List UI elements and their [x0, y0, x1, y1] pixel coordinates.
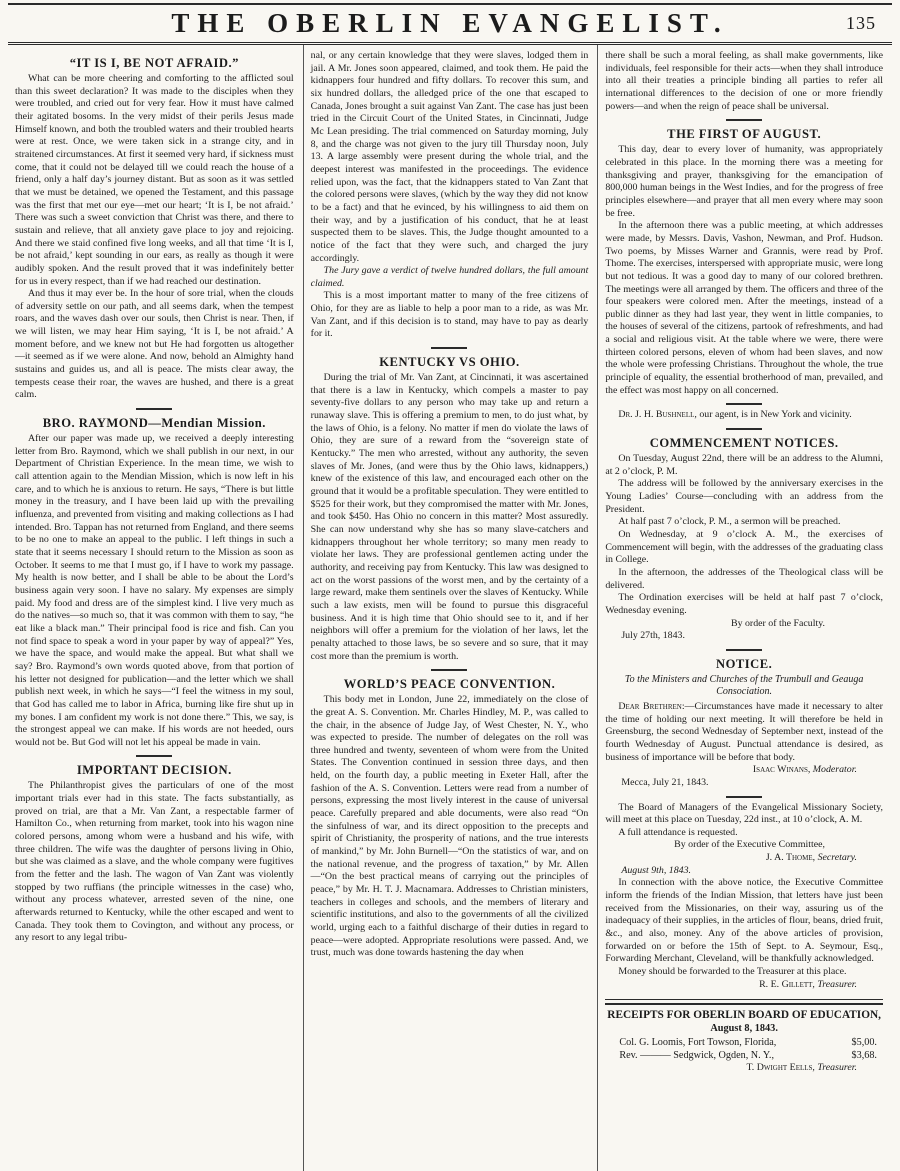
paragraph: The address will be followed by the anniversary exercises in the Young Ladies’ Course—concluding with an address from the President.: [605, 478, 883, 515]
column-layout: [8, 45, 892, 1171]
article-heading-kentucky-vs-ohio: KENTUCKY VS OHIO.: [379, 355, 520, 370]
article-heading-peace-convention: WORLD’S PEACE CONVENTION.: [343, 677, 556, 692]
verdict-paragraph: The Jury gave a verdict of twelve hundred dollars, the full amount claimed.: [310, 265, 589, 289]
article-divider: [726, 796, 762, 798]
page-number: 135: [846, 13, 876, 33]
article-heading-important-decision: IMPORTANT DECISION.: [76, 763, 232, 778]
signer-role: Secretary.: [817, 852, 857, 864]
paragraph: This is a most important matter to many of the free citizens of Ohio, for they are as liable to help a poor man to a ride, as was Mr. Van Zant, and if this decision is to stand, may have to pay as dearly for it.: [310, 290, 589, 340]
paragraph: In the afternoon there was a public meeting, at which addresses were made, by Messrs. Davis, Vashon, Newman, and Prof. Hudson. Two poems, by Misses Warner and Grannis, were read by Prof. Thome. The exercises, interspersed with appropriate music, were long but not tedious. It was a good day to many of our colored brethren. The meetings were all arranged by them. The officers and three of the four speakers were colored men. After the meetings, instead of a public dinner as they had last year, they went in little companies, to the houses of several of the citizens, partook of refreshments, and had a social and religious visit. At the table where we were, there were thirteen colored persons, eleven of whom had been slaves, and now the whole were professing Christians. Throughout the whole, the true principle of equality, the essential brotherhood of man, prevailed, and the effect was most happy on all concerned.: [605, 220, 883, 396]
article-divider: [726, 428, 762, 430]
receipt-entry: Rev. ——— Sedgwick, Ogden, N. Y.,: [619, 1050, 774, 1062]
receipt-amount: $5,00.: [851, 1037, 877, 1049]
receipt-amount: $3,68.: [851, 1050, 877, 1062]
paragraph-continuation: there shall be such a moral feeling, as shall make governments, like individuals, feel responsible for their acts—when they shall introduce into all their treaties a principle binding all parties to refer all international differences to the decision of one or more friendly powers—and when the reign of peace shall be universal.: [605, 50, 883, 112]
agent-name: Dr. J. H. Bushnell,: [618, 409, 697, 421]
signature-line: [605, 1062, 883, 1075]
agent-notice-text: our agent, is in New York and vicinity.: [696, 409, 852, 421]
signer-role: Moderator.: [812, 764, 857, 776]
column-1: [8, 45, 303, 1171]
article-divider: [431, 347, 467, 349]
receipts-date: August 8, 1843.: [710, 1022, 778, 1034]
article-heading-notice: NOTICE.: [715, 656, 773, 671]
paragraph: On Tuesday, August 22nd, there will be an address to the Alumni, at 2 o’clock, P. M.: [605, 453, 883, 477]
paragraph: On Wednesday, at 9 o’clock A. M., the exercises of Commencement will begin, with the addresses of the graduating class in College.: [605, 529, 883, 566]
notice-body: [605, 701, 883, 764]
signer-name: Isaac Winans,: [752, 764, 811, 776]
paragraph: During the trial of Mr. Van Zant, at Cincinnati, it was ascertained that there is a law in Kentucky, which compels a master to pay seventy-five dollars to any person who may take up and return a runaway slave. This is offering a premium to men, to do just what, by the laws of Ohio, is a felony. No matter if men do violate the laws of Ohio, they are sure of a reward from the “sovereign state of Kentucky.” The men who arrested, without any authority, the seven slaves of Mr. Jones, (and were thus by the Ohio laws, kidnappers,) knew of the existence of this law, and encouraged each other on the ground that it would be a profitable speculation. They were entitled to $525 for their work, but they compromised the matter with Mr. Jones, and took $450. Has Ohio no concern in this matter? Most assuredly. She can now understand why she has so many slave-catchers and kidnappers throughout her whole territory; so many men ready to violate her laws. They are professional gentlemen acting under the authority, and receiving pay from Kentucky. This law was designed to act on the worst passions of the worst men, and by the certainty of a large reward, make them sentinels over the slaves of Kentucky. While such a law exists, men will be found to pursue this disgraceful business. And it is high time that Ohio should see to it, and if her neighbors will offer a premium for the violation of her laws, let the penalty attached to those laws, be so severe and so sure, that it may cost more than the premium is worth.: [310, 372, 589, 662]
committee-byline: By order of the Executive Committee,: [674, 839, 825, 851]
faculty-byline: By order of the Faculty.: [730, 617, 825, 629]
column-2: [303, 45, 598, 1171]
signature-line: [605, 764, 883, 777]
column-3: [597, 45, 892, 1171]
paragraph: The Board of Managers of the Evangelical Missionary Society, will meet at this place on Tuesday, 22d inst., at 10 o’clock, A. M.: [605, 801, 883, 826]
dateline: July 27th, 1843.: [621, 630, 685, 642]
signature-line: [605, 979, 883, 992]
signer-role: Treasurer.: [817, 1062, 857, 1074]
paragraph: At half past 7 o’clock, P. M., a sermon will be preached.: [618, 516, 841, 528]
masthead: [8, 3, 892, 45]
article-divider: [136, 755, 172, 757]
newspaper-title: THE OBERLIN EVANGELIST.: [171, 8, 729, 38]
signer-name: R. E. Gillett,: [759, 978, 815, 990]
receipt-row: [605, 1049, 883, 1062]
paragraph: And thus it may ever be. In the hour of sore trial, when the clouds of adversity settle on our path, and all seems dark, when the tempest roars, and the waves dash over our souls, then Christ is near. Then, if we will listen, we may hear Him saying, ‘It is I, be not afraid.’ A moment before, and we knew not but He had forgotten us altogether—it seemed as if we were alone. And now, behold an Almighty hand sustains and guides us, and all is peace. The mists clear away, the tempests cease their roar, the waves are hushed, and there is a great calm.: [15, 288, 294, 401]
article-divider: [726, 119, 762, 121]
receipt-row: [605, 1036, 883, 1049]
article-heading-it-is-i: “IT IS I, BE NOT AFRAID.”: [69, 56, 239, 70]
paragraph: In the afternoon, the addresses of the Theological class will be delivered.: [605, 566, 883, 591]
paragraph: This day, dear to every lover of humanity, was appropriately celebrated in this place. In the morning there was a meeting for thanksgiving and prayer, thanksgiving for the emancipation of 800,000 human beings in the West Indies, and for the progress of free principles elsewhere—and prayer that all men every where may soon be free.: [605, 144, 883, 219]
article-heading-first-of-august: THE FIRST OF AUGUST.: [667, 127, 822, 142]
signer-name: T. Dwight Eells,: [746, 1062, 815, 1074]
signature-line: [605, 852, 883, 865]
receipts-heading: RECEIPTS FOR OBERLIN BOARD OF EDUCATION,: [607, 1009, 881, 1022]
salutation: Dear Brethren:—: [618, 700, 695, 712]
article-divider: [726, 403, 762, 405]
dateline: August 9th, 1843.: [621, 864, 691, 876]
paragraph: What can be more cheering and comforting to the afflicted soul than this sweet declaration? It was made to the disciples when they were troubled, and cried out for very fear. How it must have calmed their agitated bosoms. In the very midst of their perils Jesus made Himself known, and both the troubled waters and their troubled hearts were at rest. Once, we were taken sick in a strange city, and in straitened circumstances. At first it seemed very hard, if sickness must come, that it could not be delayed till we could reach the house of a friend, only a half day’s journey distant. But as soon as it was settled that we must be detained, we opened the Testament, and this passage was the first that met our eye—met our heart; ‘It is I, be not afraid.’ There was such a sweet conviction that Christ was there, and there to sustain and relieve, that all anxiety gave place to joy and rejoicing. And there we staid confined five long weeks, and all that time ‘It is I, be not afraid,’ kept sounding in our ears, as really as though it were audibly spoken. And the result proved that it was indefinitely better for us in every respect, than if we had reached our destination.: [15, 73, 294, 287]
receipt-entry: Col. G. Loomis, Fort Towson, Florida,: [619, 1037, 777, 1049]
article-heading-commencement-notices: COMMENCEMENT NOTICES.: [649, 436, 839, 451]
paragraph: The Ordination exercises will be held at half past 7 o’clock, Wednesday evening.: [605, 592, 883, 616]
paragraph: The Philanthropist gives the particulars of one of the most important trials ever had in this state. The facts substantially, as proved on trial, are that a Mr. Van Zant, a respectable farmer of Hamilton Co., when returning from market, took into his wagon nine colored persons, among whom were a husband and his wife, with three children. The wife was the daughter of persons living in Ohio, but she was claimed as a slave, and the whole company were fugitives from the fetter and the lash. The wagon of Van Zant was violently stopped by two ruffians (the principle witnesses in the case) who, without any process whatever, arrested seven of the nine, one afterwards returned to Kentucky, while the other escaped and went to Canada. They took them to Covington, and without any process, or any resort to any legal tribu-: [15, 780, 294, 944]
paragraph: A full attendance is requested.: [618, 826, 738, 838]
article-heading-bro-raymond: BRO. RAYMOND—Mendian Mission.: [42, 416, 266, 431]
article-divider: [136, 408, 172, 410]
notice-text: Circumstances have made it necessary to alter the time of holding our next meeting. It will therefore be held in Greensburg, the second Wednesday of September next, instead of the fourth Wednesday of August. Punctual attendance is desired, as business of importance will be before that body.: [605, 700, 883, 763]
paragraph: Money should be forwarded to the Treasurer at this place.: [618, 966, 847, 978]
article-divider: [726, 649, 762, 651]
paragraph: In connection with the above notice, the Executive Committee inform the friends of the Indian Mission, that letters have just been received from the Missionaries, on their way, assuring us of the inadequacy of their supplies, in the articles of flour, beans, dried fruit, &c., and also, money. Any of the above articles of provision, forwarded on or before the 15th of Sept. to A. Seymour, Esq., Forwarding Merchant, Cleveland, will be thankfully acknowledged.: [605, 877, 883, 965]
agent-notice: [605, 409, 883, 422]
notice-subheading: To the Ministers and Churches of the Trumbull and Geauga Consociation.: [624, 673, 864, 698]
paragraph: This body met in London, June 22, immediately on the close of the great A. S. Convention. Mr. Charles Hindley, M. P., was called to the chair, in the absence of Judge Jay, of West Chester, N. Y., who was expected to preside. The number of delegates on the roll was three hundred and twenty, seventeen of whom were from the United States. The Convention continued in session three days, and then held, on the fourth day, a public meeting in Exeter Hall, after the fashion of the A. S. Convention. Letters were read from a number of persons, expressing the most lively interest in the cause of universal peace. Carefully prepared and able documents, were also read “On the sinfulness of war, and its direct opposition to the precepts and spirit of Christianity, the prosperity of nations, and the true interests of mankind,” by Mr. John Burnell—“On the statistics of war, and on the national revenue, and the progress of taxation,” by Mr. Allen—“On the best practical means of carrying out the principles of peace,” by Mr. H. T. J. Macnamara. Addresses to Christian ministers, teachers in colleges and schools, and the members of literary and scientific institutions, and also to the governments of all the civilized world, urging each to a faithful discharge of their duties in regard to peace—were adopted. Appropriate resolutions were passed. And, we trust, much was done towards hastening the day when: [310, 694, 589, 959]
signer-role: Treasurer.: [817, 978, 857, 990]
paragraph-continuation: nal, or any certain knowledge that they were slaves, lodged them in jail. A Mr. Jones soon appeared, claimed, and took them. He paid the kidnappers four hundred and fifty dollars. To recover this sum, and six hundred dollars, the alledged price of the one that escaped to Canada, Jones brought a suit against Van Zant. The case has just been tried in the Circuit Court of the United States, in Cincinnati, Judge Mc Lean presiding. The trial commenced on Saturday morning, July 8, and the charge was not given to the jury till Thursday noon, July 13. A large assembly were present during the whole trial, and the deepest interest was manifested in the proceedings. The evidence relied upon, was the fact, that the kidnappers stated to Van Zant that the colored persons were slaves, (which by the way they did not know to be a fact) and that he evinced, by his willingness to aid them on their way, and by a justification of his conduct, that he at least suspected them to be slaves. This, the Judge thought amounted to a notice of the fact that they were such, and charged the jury accordingly.: [310, 50, 589, 264]
signer-name: J. A. Thome,: [765, 852, 816, 864]
section-double-rule: [605, 999, 883, 1005]
article-divider: [431, 669, 467, 671]
paragraph: After our paper was made up, we received a deeply interesting letter from Bro. Raymond, which we shall publish in our next, in our Department of Christian Experience. In the mean time, we wish to call attention again to the Mendian Mission, which is now left in his care, and to which he is anxious to return. He says, “There is but little money in the treasury, and I have been laid up with the prevailing influenza, and prevented from visiting and making collections as I had intended. Bro. Tappan has not returned from England, and there seems to be no one to make an appeal to the public. I left things in such a state that it seems necessary I should return to the Mission as soon as October. It seems to me that I must go, if I have to work my passage. My health is now better, and I shall be able to be about the Lord’s business again very soon. I have no salary. My expenses are simply paid. My food and dress are of the simplest kind. I live very much as do the natives—so much so, that it was common with them to say, “he eat like a black man.” Their principal food is rice and fish. Can you not find space to speak a word in your paper by way of appeal?” Yes, we have the space, and would make the appeal. But what shall we say? Bro. Raymond’s own words quoted above, from that portion of his letter not designed for publication—and the letter which we shall publish next week, in which he says—“I feel the witness in my soul, that God has called me to labor in Africa, burning like fire shut up in my bones. I am confident my work is not done there.” This, we say, is the strongest appeal we can make. If his words are not heeded, ours would not be. But God will not let his appeal be made in vain.: [15, 433, 294, 748]
dateline: Mecca, July 21, 1843.: [621, 776, 709, 788]
